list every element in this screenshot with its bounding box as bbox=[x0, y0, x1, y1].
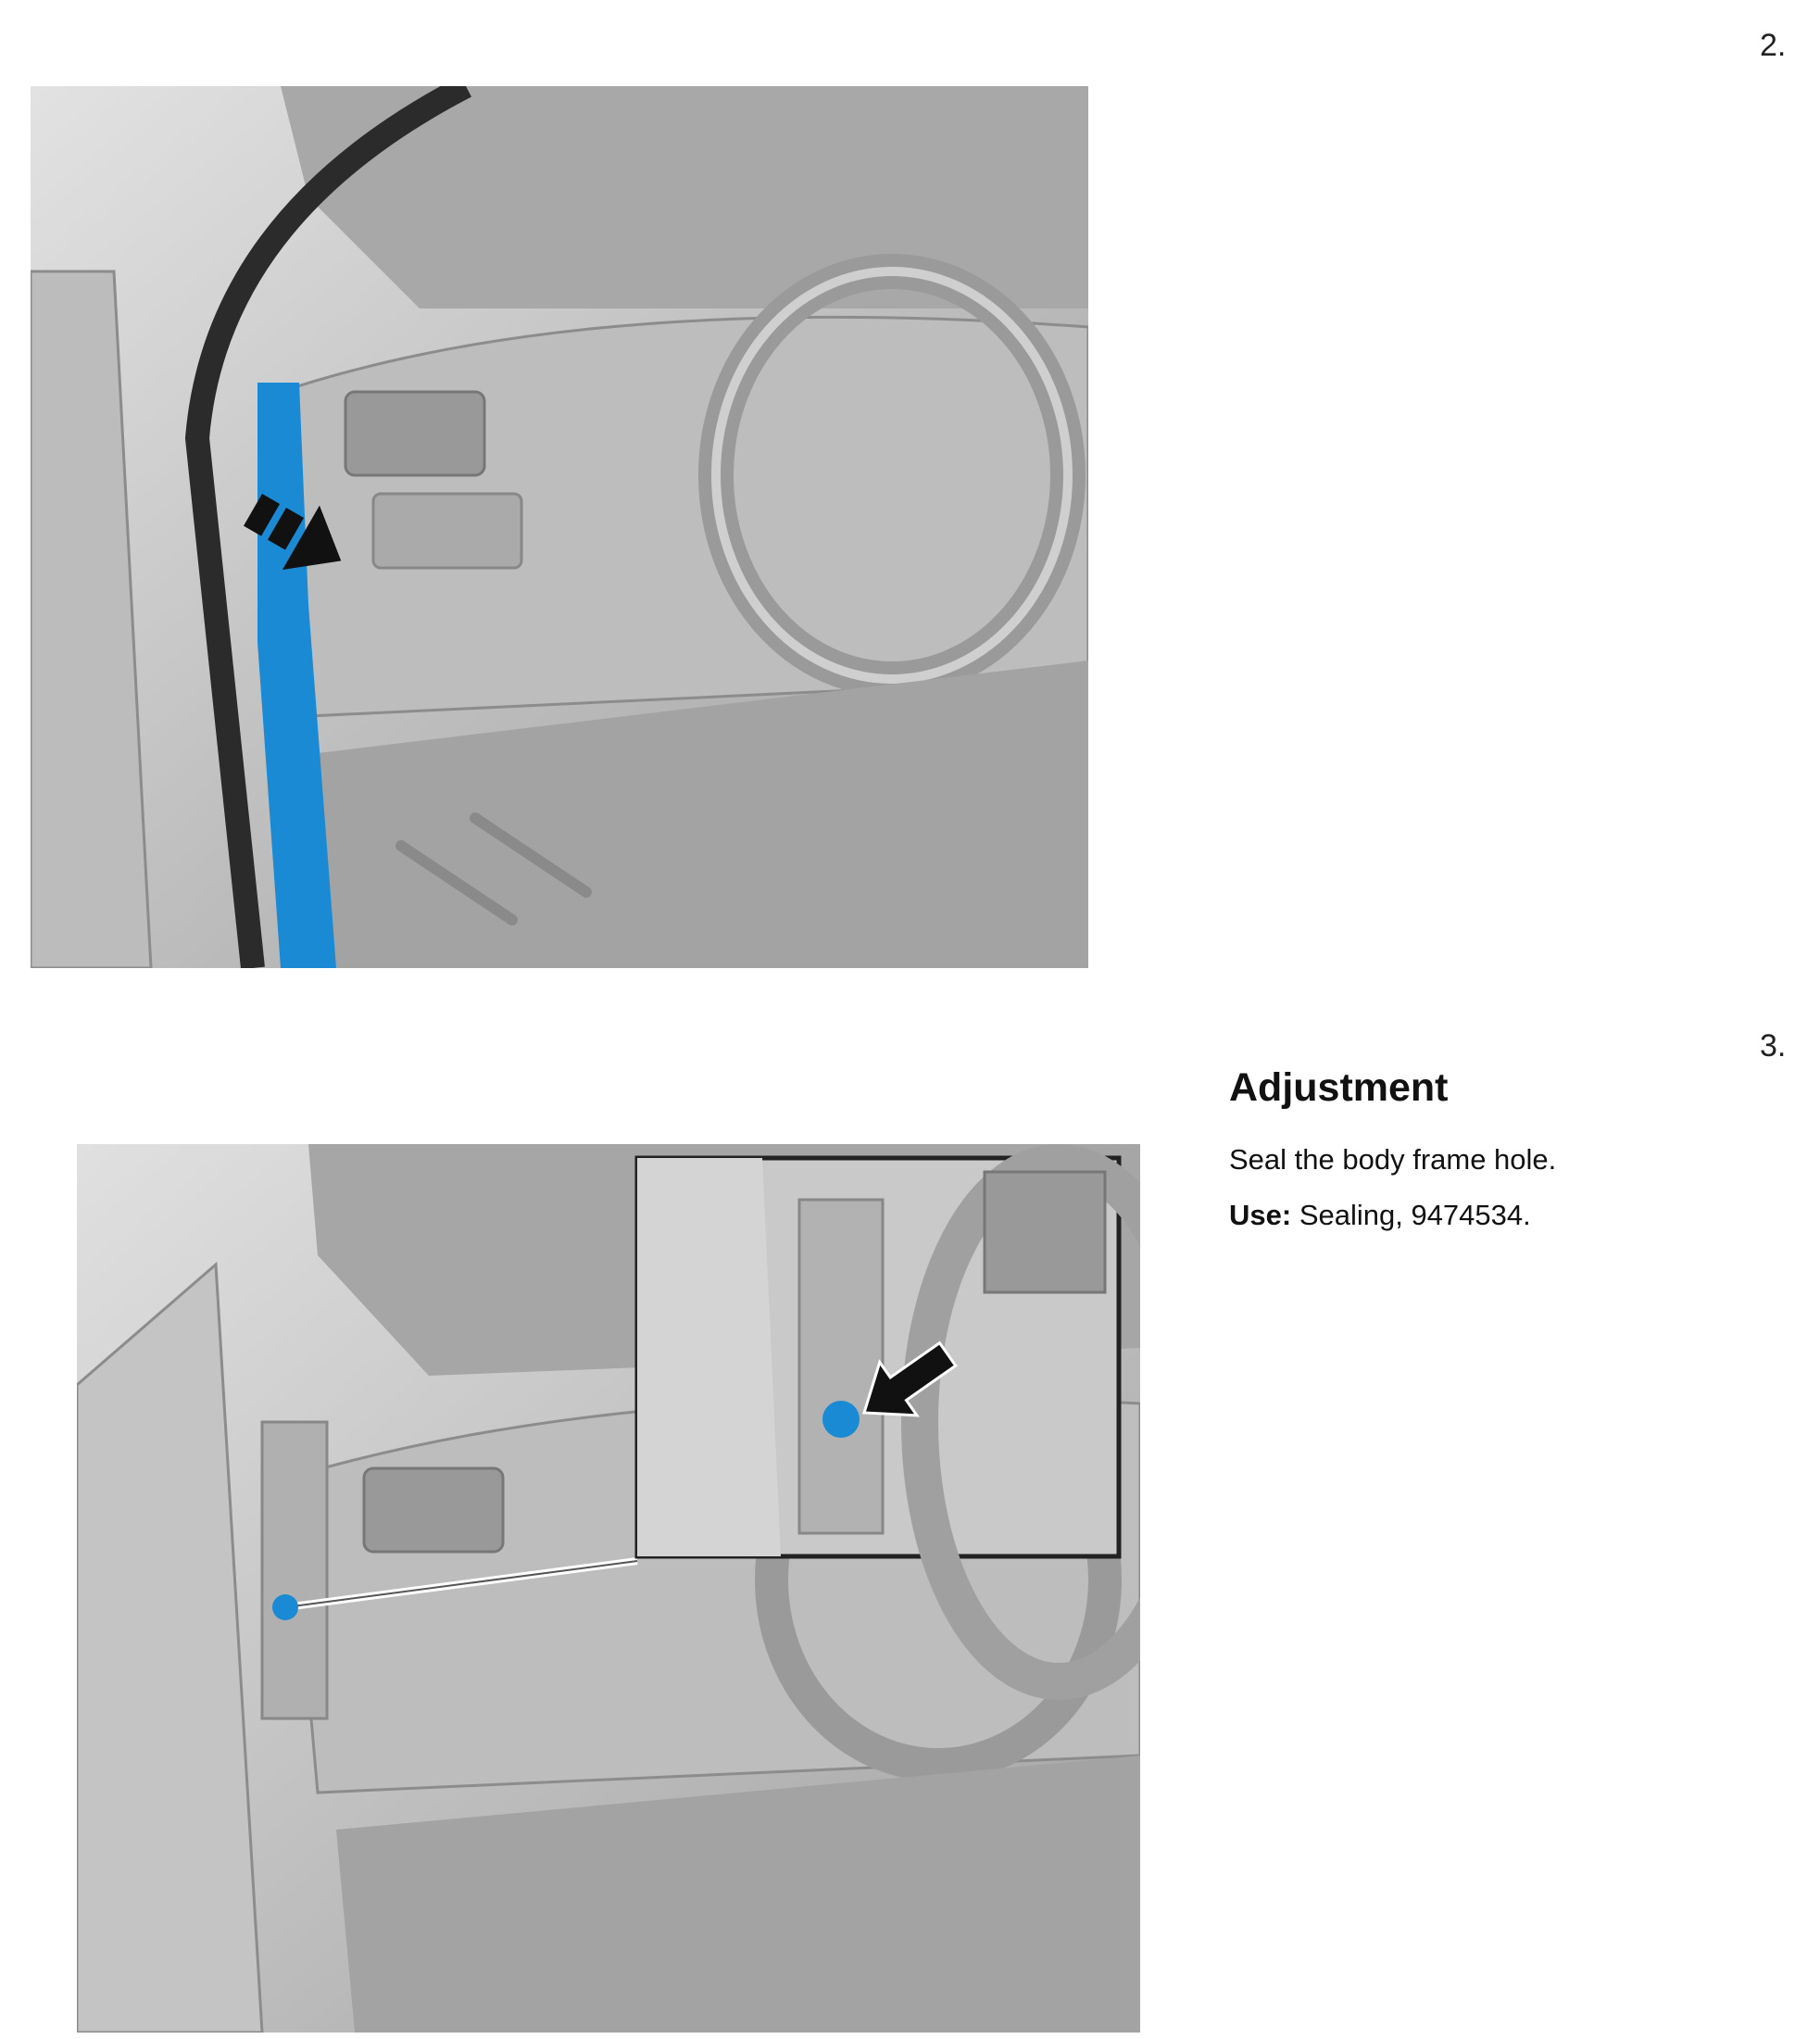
use-value: Sealing, 9474534. bbox=[1291, 1198, 1531, 1231]
instruction-text: Seal the body frame hole. bbox=[1229, 1143, 1557, 1176]
inset-hole-marker bbox=[822, 1401, 860, 1438]
use-label: Use: bbox=[1229, 1198, 1292, 1231]
illustration-body-frame-hole bbox=[77, 1144, 1140, 2033]
step-number-3: 3. bbox=[1760, 1028, 1787, 1064]
step-3-text bbox=[1229, 1065, 1785, 1252]
illustration-a-pillar-trim bbox=[31, 86, 1088, 968]
step-number-2: 2. bbox=[1760, 28, 1787, 63]
use-line bbox=[1229, 1196, 1785, 1235]
body-frame-hole-marker bbox=[272, 1594, 298, 1620]
section-heading: Adjustment bbox=[1229, 1065, 1449, 1110]
